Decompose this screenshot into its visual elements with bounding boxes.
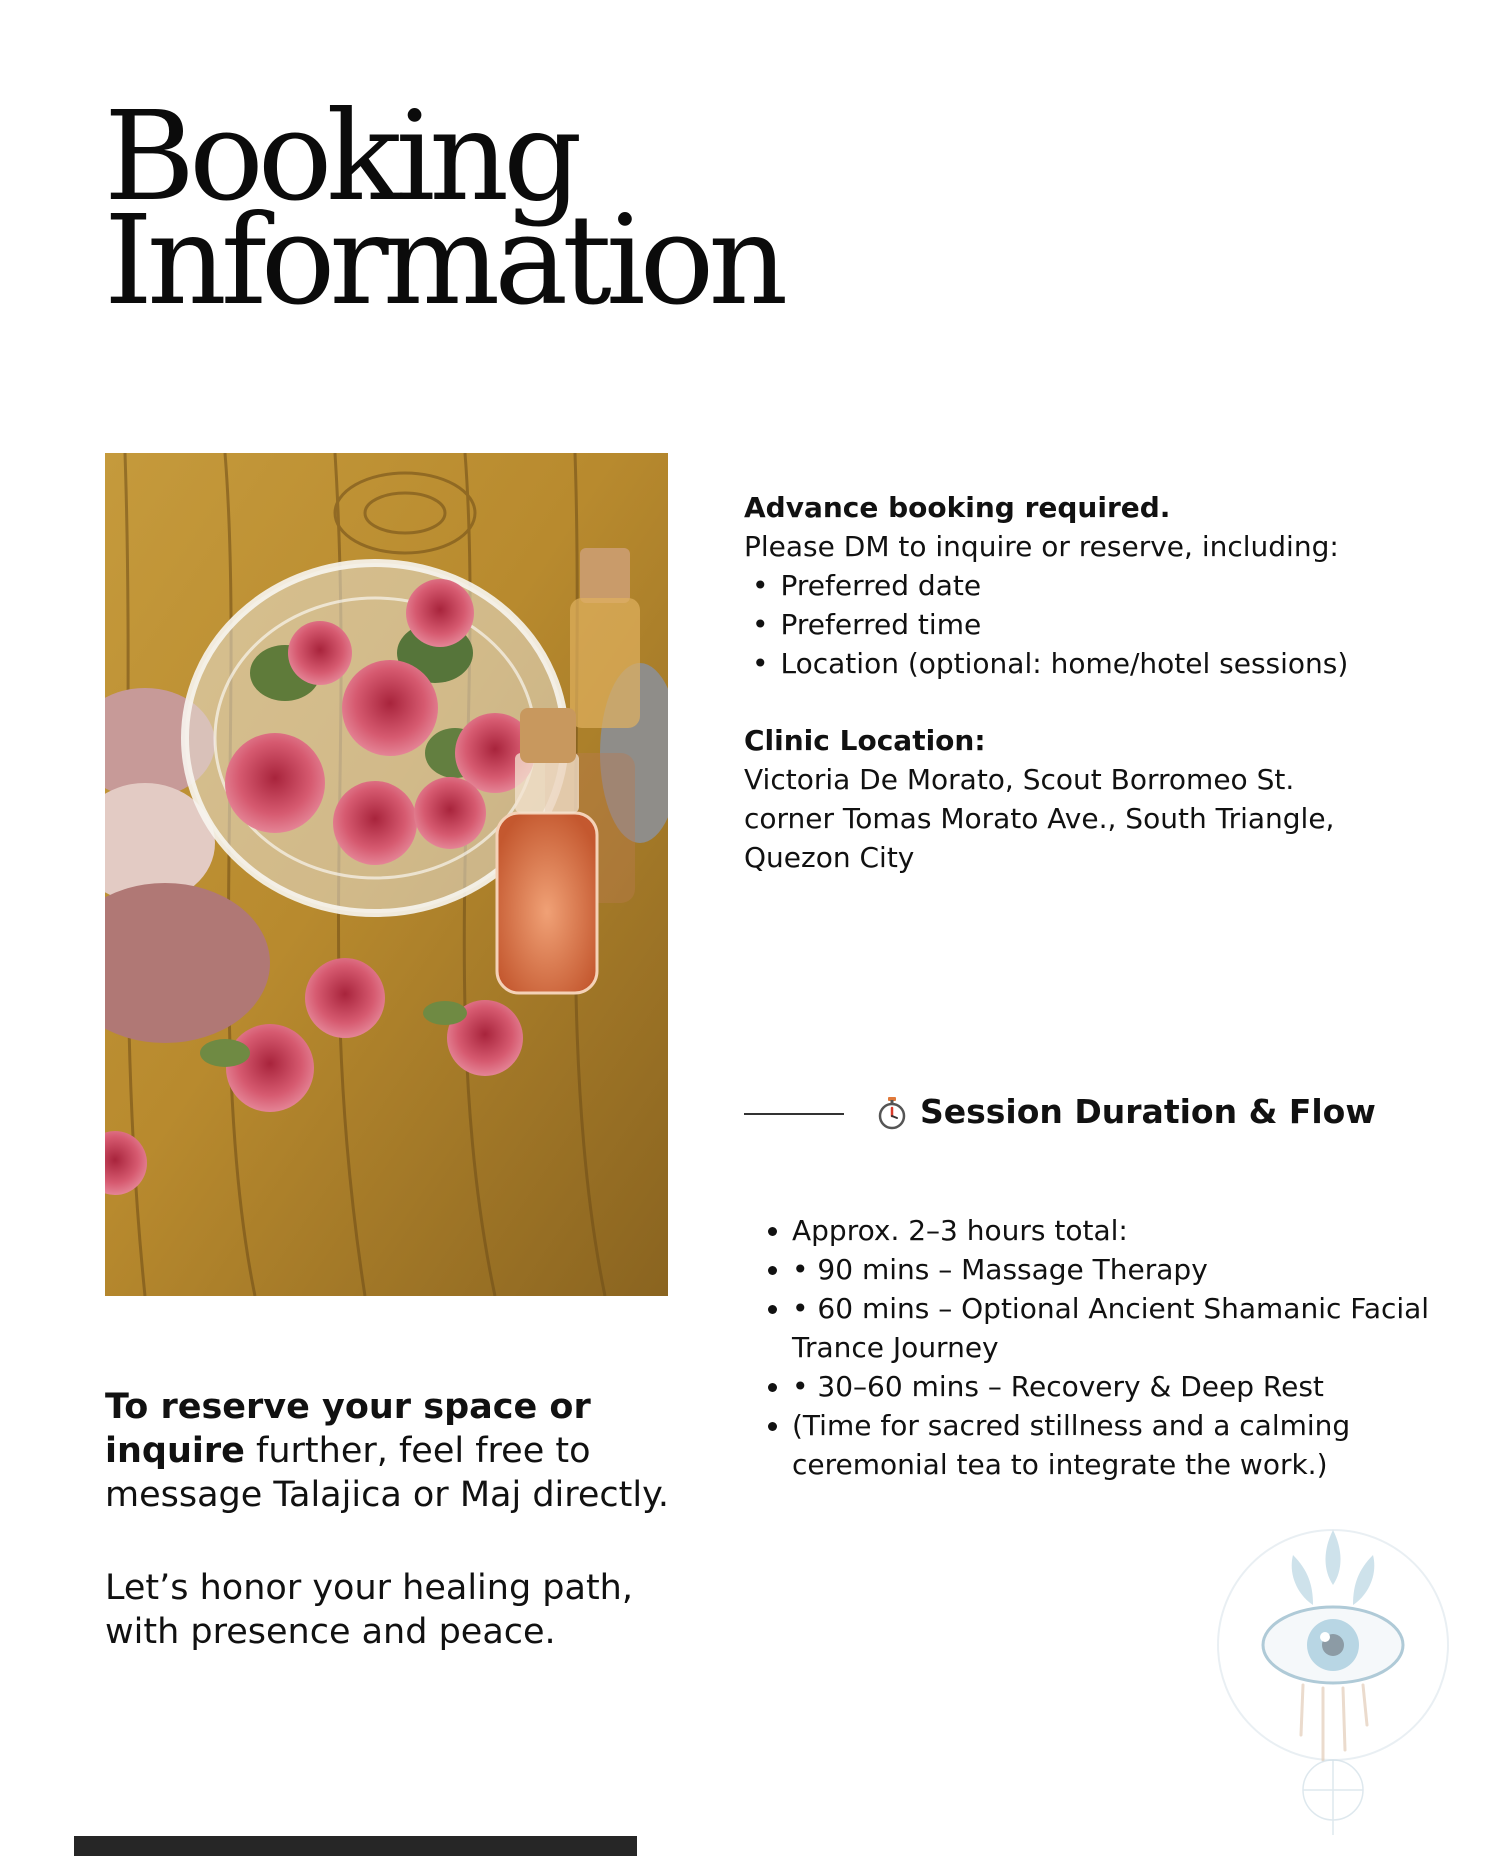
session-item-recovery: • • 30–60 mins – Recovery & Deep Rest xyxy=(792,1367,1432,1406)
clinic-line-3: Quezon City xyxy=(744,841,915,874)
clinic-line-2: corner Tomas Morato Ave., South Triangle, xyxy=(744,802,1335,835)
reserve-bold: To reserve your space or inquire xyxy=(105,1387,591,1471)
closing-line-1: Let’s honor your healing path, xyxy=(105,1568,633,1608)
session-list xyxy=(760,1211,1432,1484)
title-line-2: Information xyxy=(104,189,783,333)
booking-heading: Advance booking required. xyxy=(744,491,1171,524)
booking-item-date: • Preferred date xyxy=(752,566,1424,605)
watercolor-eye-icon xyxy=(1213,1510,1453,1840)
reserve-rest: further, feel free to message Talajica or Maj directly. xyxy=(105,1431,669,1515)
reserve-text xyxy=(105,1385,725,1517)
title-line-1: Booking xyxy=(104,85,577,229)
session-item-tea: • (Time for sacred stillness and a calming ceremonial tea to integrate the work.) xyxy=(792,1406,1432,1484)
closing-line-2: with presence and peace. xyxy=(105,1612,556,1652)
booking-info xyxy=(744,488,1424,877)
divider-line xyxy=(744,1113,844,1115)
clinic-heading: Clinic Location: xyxy=(744,724,986,757)
session-item-total: • Approx. 2–3 hours total: xyxy=(792,1211,1432,1250)
booking-item-location: • Location (optional: home/hotel sessions) xyxy=(752,644,1424,683)
session-item-facial: • • 60 mins – Optional Ancient Shamanic Facial Trance Journey xyxy=(792,1289,1432,1367)
closing-text xyxy=(105,1566,725,1654)
stopwatch-icon xyxy=(876,1096,908,1130)
footer-bar xyxy=(74,1836,637,1856)
session-heading: Session Duration & Flow xyxy=(920,1092,1376,1131)
booking-intro: Please DM to inquire or reserve, including: xyxy=(744,530,1339,563)
session-heading-row xyxy=(744,1088,1434,1138)
booking-list xyxy=(744,566,1424,683)
session-item-massage: • • 90 mins – Massage Therapy xyxy=(792,1250,1432,1289)
page-title xyxy=(104,85,783,333)
dried-roses-photo xyxy=(105,453,668,1296)
booking-item-time: • Preferred time xyxy=(752,605,1424,644)
clinic-line-1: Victoria De Morato, Scout Borromeo St. xyxy=(744,763,1295,796)
